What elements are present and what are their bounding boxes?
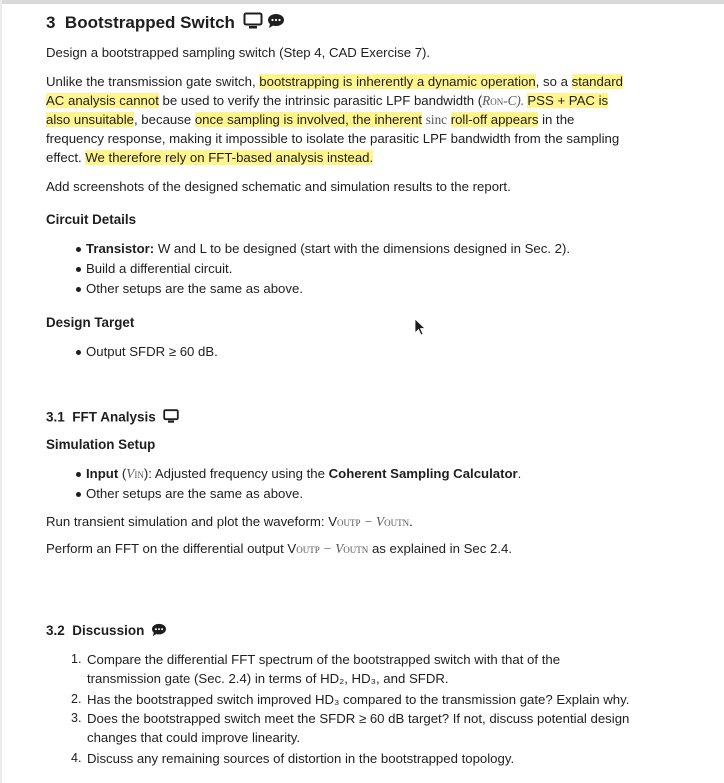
- para-line-3: also unsuitable, because once sampling is involved, the inherent sinc roll-off appears in the: [46, 112, 575, 127]
- screenshots-text: Add screenshots of the designed schematic and simulation results to the report.: [46, 179, 511, 194]
- discussion-item-3: Does the bootstrapped switch meet the SFDR ≥ 60 dB target? If not, discuss potential design: [87, 711, 630, 726]
- bullet: [76, 247, 81, 252]
- para-line-2: AC analysis cannot be used to verify the intrinsic parasitic LPF bandwidth (RON-C). PSS + PAC is: [46, 93, 609, 108]
- list-number: 4.: [71, 751, 82, 765]
- simulation-setup-heading: Simulation Setup: [46, 437, 156, 452]
- list-number: 2.: [71, 692, 82, 706]
- list-item-other-setups: Other setups are the same as above.: [86, 486, 303, 501]
- list-number: 1.: [71, 652, 82, 666]
- section-title: Bootstrapped Switch: [64, 12, 235, 32]
- bullet: [76, 267, 81, 272]
- list-item-sfdr-target: Output SFDR ≥ 60 dB.: [86, 344, 218, 359]
- section-number: 3: [46, 12, 56, 32]
- monitor-icon[interactable]: [243, 12, 263, 35]
- speech-bubble-icon[interactable]: [267, 13, 285, 34]
- list-item-transistor: Transistor: W and L to be designed (start with the dimensions designed in Sec. 2).: [86, 241, 571, 256]
- bullet: [76, 492, 81, 497]
- para-line-1: Unlike the transmission gate switch, bootstrapping is inherently a dynamic operation, so a standard: [46, 74, 623, 89]
- discussion-item-1-cont: transmission gate (Sec. 2.4) in terms of HD₂, HD₃, and SFDR.: [87, 671, 449, 686]
- bullet: [76, 350, 81, 355]
- bullet: [76, 472, 81, 477]
- top-border: [0, 0, 724, 4]
- section-3-2-heading: 3.2 Discussion: [46, 623, 167, 640]
- list-item-differential: Build a differential circuit.: [86, 261, 233, 276]
- para-line-5: effect. We therefore rely on FFT-based analysis instead.: [46, 150, 374, 165]
- intro-text: Design a bootstrapped sampling switch (Step 4, CAD Exercise 7).: [46, 45, 431, 60]
- list-item-input: Input (VIN): Adjusted frequency using the Coherent Sampling Calculator.: [86, 466, 522, 481]
- section-3-heading: [46, 12, 285, 35]
- mouse-cursor-icon: [414, 318, 426, 341]
- perform-fft-text: Perform an FFT on the differential output VOUTP − VOUTN as explained in Sec 2.4.: [46, 541, 512, 556]
- discussion-item-4: Discuss any remaining sources of distortion in the bootstrapped topology.: [87, 751, 515, 766]
- para-line-4: frequency response, making it impossible to isolate the parasitic LPF bandwidth from the sampling: [46, 131, 620, 146]
- discussion-item-1: Compare the differential FFT spectrum of the bootstrapped switch with that of the: [87, 652, 561, 667]
- speech-bubble-icon[interactable]: [151, 623, 167, 640]
- circuit-details-heading: Circuit Details: [46, 212, 137, 227]
- monitor-icon[interactable]: [163, 409, 179, 427]
- bullet: [76, 287, 81, 292]
- left-border: [0, 0, 2, 783]
- section-3-1-heading: 3.1 FFT Analysis: [46, 409, 179, 427]
- discussion-item-3-cont: changes that could improve linearity.: [87, 730, 301, 745]
- run-transient-text: Run transient simulation and plot the waveform: VOUTP − VOUTN.: [46, 514, 413, 529]
- design-target-heading: Design Target: [46, 315, 135, 330]
- discussion-item-2: Has the bootstrapped switch improved HD₃ compared to the transmission gate? Explain why.: [87, 692, 630, 707]
- list-number: 3.: [71, 711, 82, 725]
- list-item-other-setups: Other setups are the same as above.: [86, 281, 303, 296]
